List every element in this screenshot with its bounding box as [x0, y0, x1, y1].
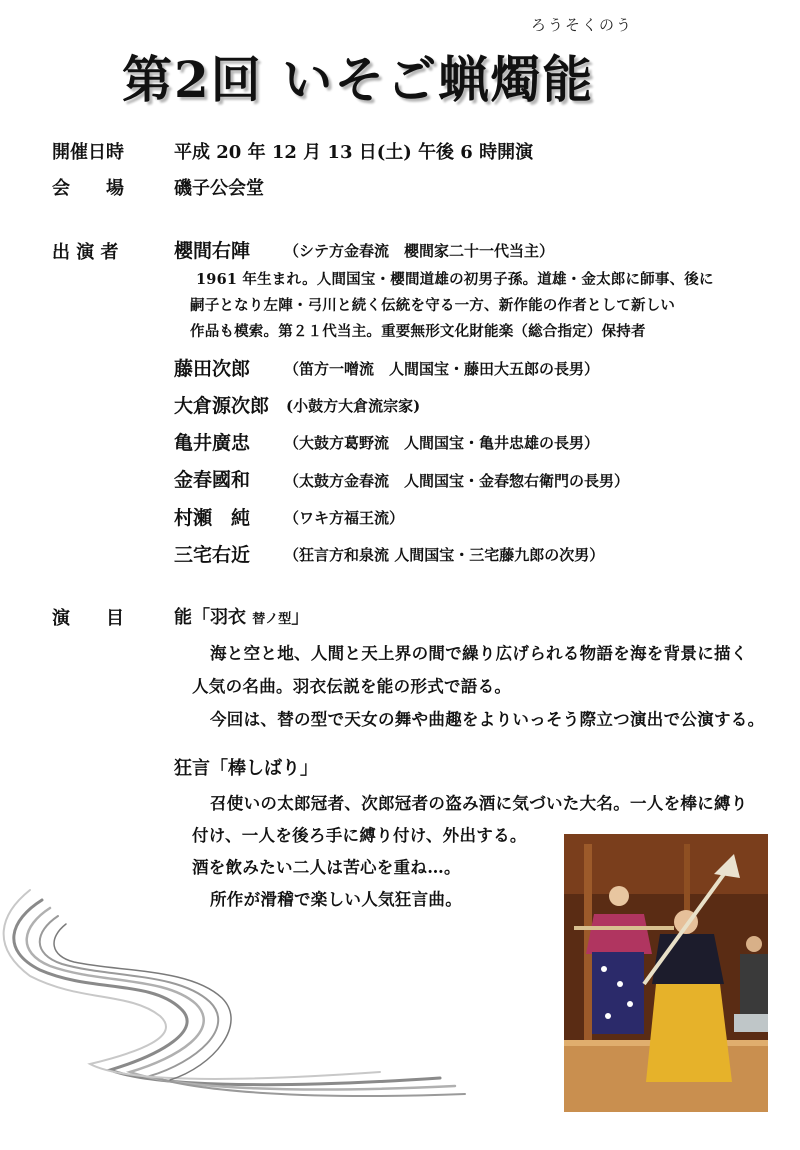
performer-name: 三宅右近	[174, 544, 251, 566]
performer-role: （笛方一噌流 人間国宝・藤田大五郎の長男）	[284, 360, 600, 378]
noh-desc-line: 人気の名曲。羽衣伝説を能の形式で語る。	[192, 677, 512, 696]
noh-variant: 替ノ型	[252, 612, 292, 627]
performer-name: 金春國和	[174, 469, 251, 491]
kyogen-desc-line: 召使いの太郎冠者、次郎冠者の盗み酒に気づいた大名。一人を棒に縛り	[210, 794, 748, 813]
performers-label: 出 演 者	[52, 242, 119, 263]
bio-line: 嗣子となり左陣・弓川と続く伝統を守る一方、新作能の作者として新しい	[190, 297, 676, 314]
performer-role: (小鼓方大倉流宗家)	[286, 397, 421, 415]
bio-line: 作品も模索。第２１代当主。重要無形文化財能楽（総合指定）保持者	[190, 323, 646, 340]
noh-title-text: 能「羽衣	[174, 607, 246, 628]
performer-name: 大倉源次郎	[174, 395, 270, 417]
kyogen-desc-line: 所作が滑稽で楽しい人気狂言曲。	[210, 890, 462, 909]
performer-name: 櫻間右陣	[174, 240, 251, 262]
kyogen-title: 狂言「棒しばり」	[174, 758, 318, 779]
wave-decoration	[0, 880, 470, 1110]
kyogen-desc-line: 付け、一人を後ろ手に縛り付け、外出する。	[192, 826, 527, 845]
program-label: 演 目	[52, 608, 124, 629]
date-label: 開催日時	[52, 142, 124, 163]
performer-role: （シテ方金春流 櫻間家二十一代当主）	[284, 242, 555, 260]
venue-label: 会 場	[52, 178, 124, 199]
performer-role: （太鼓方金春流 人間国宝・金春惣右衛門の長男）	[284, 472, 630, 490]
performer-name: 村瀬 純	[174, 507, 251, 529]
performer-role: （ワキ方福王流）	[284, 509, 405, 527]
title-ruby: ろうそくのう	[531, 16, 634, 34]
date-value: 平成 20 年 12 月 13 日(土) 午後 6 時開演	[174, 142, 534, 163]
noh-title-close: 」	[291, 607, 310, 628]
performer-name: 亀井廣忠	[174, 432, 251, 454]
performance-photo	[564, 834, 768, 1112]
bio-line: 1961 年生まれ。人間国宝・櫻間道雄の初男子孫。道雄・金太郎に師事、後に	[196, 271, 714, 288]
noh-desc-line: 海と空と地、人間と天上界の間で繰り広げられる物語を海を背景に描く	[210, 644, 748, 663]
kyogen-performers-image	[564, 834, 768, 1112]
venue-value: 磯子公会堂	[174, 178, 264, 199]
performer-role: （狂言方和泉流 人間国宝・三宅藤九郎の次男）	[284, 546, 605, 564]
noh-title	[174, 603, 309, 629]
performer-role: （大鼓方葛野流 人間国宝・亀井忠雄の長男）	[284, 434, 600, 452]
kyogen-desc-line: 酒を飲みたい二人は苦心を重ね…。	[192, 858, 461, 877]
noh-desc-line: 今回は、替の型で天女の舞や曲趣をよりいっそう際立つ演出で公演する。	[210, 710, 765, 729]
performer-name: 藤田次郎	[174, 358, 251, 380]
page-title: 第2回 いそご蝋燭能	[122, 50, 595, 109]
